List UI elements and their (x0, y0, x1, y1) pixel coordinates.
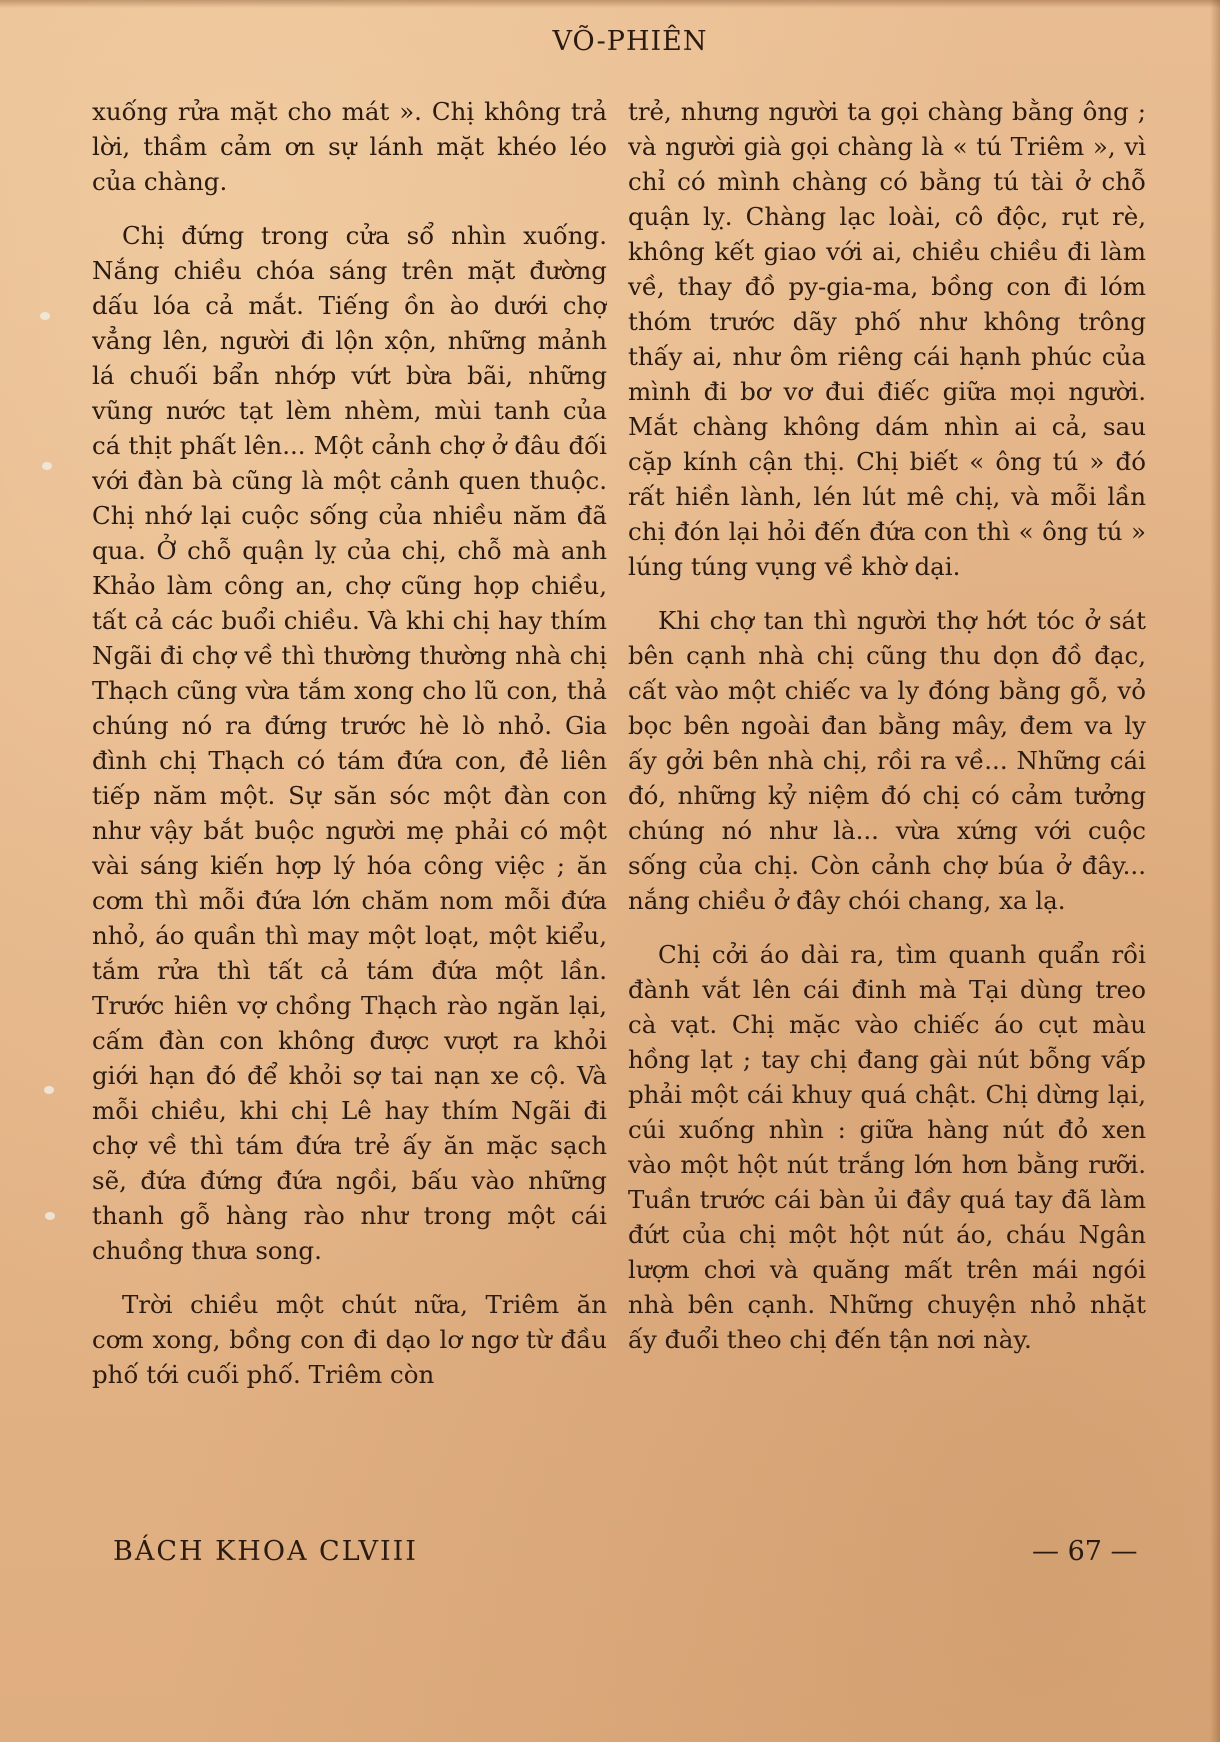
paper-speck (45, 1212, 55, 1220)
paragraph: Chị cởi áo dài ra, tìm quanh quẩn rồi đành vắt lên cái đinh mà Tại dùng treo cà vạt. Chị mặc vào chiếc áo cụt màu hồng lạt ; tay chị đang gài nút bỗng vấp phải một cái khuy quá chật. Chị dừng lại, cúi xuống nhìn : giữa hàng nút đỏ xen vào một hột nút trắng lớn hơn bằng rưỡi. Tuần trước cái bàn ủi đầy quá tay đã làm đứt của chị một hột nút áo, cháu Ngân lượm chơi và quăng mất trên mái ngói nhà bên cạnh. Những chuyện nhỏ nhặt ấy đuổi theo chị đến tận nơi này. (628, 940, 1146, 1354)
page-number: — 67 — (1032, 1536, 1138, 1567)
paragraph: Chị đứng trong cửa sổ nhìn xuống. Nắng chiều chóa sáng trên mặt đường dấu lóa cả mắt. Tiếng ồn ào dưới chợ vẳng lên, người đi lộn xộn, những mảnh lá chuối bẩn nhớp vứt bừa bãi, những vũng nước tạt lèm nhèm, mùi tanh của cá thịt phất lên... Một cảnh chợ ở đâu đối với đàn bà cũng là một cảnh quen thuộc. Chị nhớ lại cuộc sống của nhiều năm đã qua. Ở chỗ quận lỵ của chị, chỗ mà anh Khảo làm công an, chợ cũng họp chiều, tất cả các buổi chiều. Và khi chị hay thím Ngãi đi chợ về thì thường thường nhà chị Thạch cũng vừa tắm xong cho lũ con, thả chúng nó ra đứng trước hè lò nhỏ. Gia đình chị Thạch có tám đứa con, đẻ liên tiếp năm một. Sự săn sóc một đàn con như vậy bắt buộc người mẹ phải có một vài sáng kiến hợp lý hóa công việc ; ăn cơm thì mỗi đứa lớn chăm nom mỗi đứa nhỏ, áo quần thì may một loạt, một kiểu, tắm rửa thì tất cả tám đứa một lần. Trước hiên vợ chồng Thạch rào ngăn lại, cấm đàn con không được vượt ra khỏi giới hạn đó để khỏi sợ tai nạn xe cộ. Và mỗi chiều, khi chị Lê hay thím Ngãi đi chợ về thì tám đứa trẻ ấy ăn mặc sạch sẽ, đứa đứng đứa ngồi, bấu vào những thanh gỗ hàng rào như trong một cái chuồng thưa song. (92, 221, 607, 1265)
paragraph: xuống rửa mặt cho mát ». Chị không trả lời, thầm cảm ơn sự lánh mặt khéo léo của chàng. (92, 97, 607, 196)
magazine-footer: BÁCH KHOA CLVIII (113, 1536, 418, 1567)
paper-speck (44, 1086, 54, 1094)
text-column-right (628, 94, 1146, 1524)
paragraph: Trời chiều một chút nữa, Triêm ăn cơm xong, bồng con đi dạo lơ ngơ từ đầu phố tới cuối phố. Triêm còn (92, 1290, 607, 1389)
paragraph: trẻ, nhưng người ta gọi chàng bằng ông ; và người già gọi chàng là « tú Triêm », vì chỉ có mình chàng có bằng tú tài ở chỗ quận lỵ. Chàng lạc loài, cô độc, rụt rè, không kết giao với ai, chiều chiều đi làm về, thay đồ py-gia-ma, bồng con đi lóm thóm trước dãy phố như không trông thấy ai, như ôm riêng cái hạnh phúc của mình đi bơ vơ đui điếc giữa mọi người. Mắt chàng không dám nhìn ai cả, sau cặp kính cận thị. Chị biết « ông tú » đó rất hiền lành, lén lút mê chị, và mỗi lần chị đón lại hỏi đến đứa con thì « ông tú » lúng túng vụng về khờ dại. (628, 97, 1146, 581)
paragraph: Khi chợ tan thì người thợ hớt tóc ở sát bên cạnh nhà chị cũng thu dọn đồ đạc, cất vào một chiếc va ly đóng bằng gỗ, vỏ bọc bên ngoài đan bằng mây, đem va ly ấy gởi bên nhà chị, rồi ra về... Những cái đó, những kỷ niệm đó chị có cảm tưởng chúng nó như là... vừa xứng với cuộc sống của chị. Còn cảnh chợ búa ở đây... nắng chiều ở đây chói chang, xa lạ. (628, 606, 1146, 915)
paper-speck (40, 312, 50, 320)
text-column-left (92, 94, 607, 1524)
running-title: VÕ-PHIÊN (552, 26, 708, 57)
page-edge-shadow (0, 0, 1220, 8)
page-edge-shadow (1210, 0, 1220, 1742)
paper-speck (42, 462, 52, 470)
